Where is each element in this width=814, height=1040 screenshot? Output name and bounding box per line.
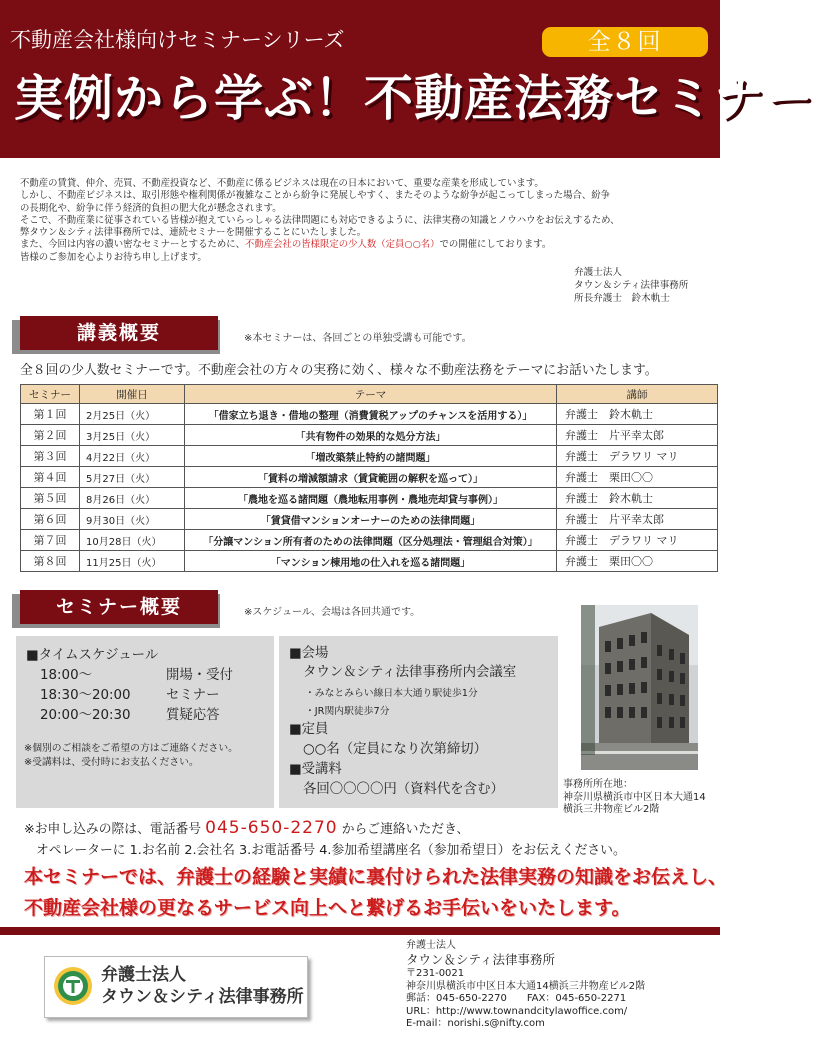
logo-line2: タウン＆シティ法律事務所 — [101, 987, 304, 1007]
intro-line6-post: での開催にしております。 — [439, 239, 552, 251]
lecture-lead: 全８回の少人数セミナーです。不動産会社の方々の実務に効く、様々な不動産法務をテーマにお話いたします。 — [20, 363, 658, 378]
signature-director: 所長弁護士 鈴木軌士 — [574, 293, 670, 304]
theme-cell: 「マンション棟用地の仕入れを巡る諸問題」 — [185, 551, 557, 572]
lecturer-cell: 弁護士 デラワリ マリ — [557, 530, 718, 551]
table-row — [21, 551, 718, 572]
intro-line: 皆様のご参加を心よりお待ち申し上げます。 — [20, 251, 207, 263]
session-count-badge: 全８回 — [542, 27, 708, 57]
intro-text — [20, 178, 710, 264]
fee-value: 各回〇〇〇〇円（資料代を含む） — [303, 782, 504, 797]
contact-line1 — [24, 818, 626, 840]
firm-logo-icon — [53, 966, 93, 1006]
theme-cell: 「賃貸借マンションオーナーのための法律問題」 — [185, 509, 557, 530]
firm-logo-text — [101, 964, 304, 1008]
phone-number: 045-650-2270 — [205, 818, 338, 838]
time-slot: 18:00〜 — [40, 668, 92, 683]
session-cell: 第８回 — [21, 551, 80, 572]
lecture-heading: 講義概要 — [20, 316, 218, 350]
time-slot-label: 開場・受付 — [166, 668, 233, 683]
date-cell: 10月28日（火） — [80, 530, 185, 551]
office-url[interactable]: URL：http://www.townandcitylawoffice.com/ — [406, 1005, 628, 1017]
col-header-lecturer: 講師 — [557, 385, 718, 404]
theme-cell: 「農地を巡る諸問題（農地転用事例・農地売却貸与事例）」 — [185, 488, 557, 509]
page-title: 実例から学ぶ！不動産法務セミナー — [14, 70, 814, 127]
lecturer-cell: 弁護士 デラワリ マリ — [557, 446, 718, 467]
time-slot-label: 質疑応答 — [166, 708, 220, 723]
intro-line6-pre: また、今回は内容の濃い密なセミナーとするために、 — [20, 239, 246, 251]
office-address: 神奈川県横浜市中区日本大通14横浜三井物産ビル2階 — [406, 980, 646, 992]
caption-label: 事務所所在地： — [563, 779, 633, 790]
signature — [574, 266, 688, 305]
venue-name: タウン＆シティ法律事務所内会議室 — [303, 665, 517, 680]
intro-line: 不動産の賃貸、仲介、売買、不動産投資など、不動産に係るビジネスは現在の日本において、重要な産業を形成しています。 — [20, 178, 544, 189]
table-row — [21, 488, 718, 509]
capacity-value: ○○名（定員になり次第締切） — [303, 742, 488, 757]
date-cell: 8月26日（火） — [80, 488, 185, 509]
caption-building: 横浜三井物産ビル2階 — [563, 804, 660, 815]
table-row — [21, 509, 718, 530]
table-row — [21, 530, 718, 551]
date-cell: 9月30日（火） — [80, 509, 185, 530]
application-instructions — [24, 818, 626, 861]
session-cell: 第３回 — [21, 446, 80, 467]
series-label: 不動産会社様向けセミナーシリーズ — [10, 28, 345, 52]
intro-line — [20, 239, 710, 251]
venue-box — [279, 636, 558, 808]
lecturer-cell: 弁護士 栗田〇〇 — [557, 551, 718, 572]
col-header-date: 開催日 — [80, 385, 185, 404]
table-row — [21, 446, 718, 467]
lecturer-cell: 弁護士 片平幸太郎 — [557, 509, 718, 530]
theme-cell: 「賃料の増減額請求（賃貸範囲の解釈を巡って）」 — [185, 467, 557, 488]
intro-line: そこで、不動産業に従事されている皆様が抱えていらっしゃる法律問題にも対応できるように、法律実務の知識とノウハウをお伝えするため、 — [20, 214, 620, 226]
contact-pre: ※お申し込みの際は、電話番号 — [24, 822, 202, 837]
office-postal: 〒231-0021 — [406, 968, 465, 980]
footer-divider — [0, 927, 720, 935]
signature-firm: タウン＆シティ法律事務所 — [574, 280, 689, 291]
closing-tagline — [24, 862, 727, 924]
consultation-note: ※個別のご相談をご希望の方はご連絡ください。 — [24, 743, 238, 754]
venue-access-subway: ・みなとみらい線日本大通り駅徒歩1分 — [305, 688, 478, 699]
time-schedule-box — [16, 636, 274, 808]
col-header-theme: テーマ — [185, 385, 557, 404]
tagline-line1: 本セミナーでは、弁護士の経験と実績に裏付けられた法律実務の知識をお伝えし、 — [24, 866, 728, 888]
lecturer-cell: 弁護士 鈴木軌士 — [557, 488, 718, 509]
intro-line: しかし、不動産ビジネスは、取引形態や権利関係が複雑なことから紛争に発展しやすく、またそのような紛争が起こってしまった場合、紛争 — [20, 190, 610, 202]
signature-corp: 弁護士法人 — [574, 267, 622, 278]
table-header-row — [21, 385, 718, 404]
session-cell: 第４回 — [21, 467, 80, 488]
lecturer-cell: 弁護士 栗田〇〇 — [557, 467, 718, 488]
date-cell: 4月22日（火） — [80, 446, 185, 467]
time-schedule-heading: ■タイムスケジュール — [26, 648, 159, 663]
date-cell: 2月25日（火） — [80, 404, 185, 425]
col-header-session: セミナー — [21, 385, 80, 404]
theme-cell: 「借家立ち退き・借地の整理（消費賃税アップのチャンスを活用する）」 — [185, 404, 557, 425]
venue-access-jr: ・JR関内駅徒歩7分 — [305, 706, 390, 717]
intro-line: 弊タウン＆シティ法律事務所では、連続セミナーを開催することにいたしました。 — [20, 227, 367, 239]
intro-line: の長期化や、紛争に伴う経済的負担の肥大化が懸念されます。 — [20, 202, 282, 214]
date-cell: 11月25日（火） — [80, 551, 185, 572]
capacity-heading: ■定員 — [289, 722, 329, 737]
session-cell: 第７回 — [21, 530, 80, 551]
seminar-schedule-table — [20, 384, 718, 572]
office-name: タウン＆シティ法律事務所 — [406, 952, 556, 968]
office-email[interactable]: E-mail：norishi.s@nifty.com — [406, 1018, 545, 1030]
seminar-note: ※スケジュール、会場は各回共通です。 — [244, 607, 421, 618]
session-cell: 第１回 — [21, 404, 80, 425]
lecturer-cell: 弁護士 鈴木軌士 — [557, 404, 718, 425]
contact-post: からご連絡いただき、 — [341, 822, 470, 837]
payment-note: ※受講料は、受付時にお支払ください。 — [24, 757, 199, 768]
office-building-photo — [581, 605, 698, 770]
table-row — [21, 404, 718, 425]
venue-heading: ■会場 — [289, 646, 329, 661]
time-slot: 20:00〜20:30 — [40, 708, 131, 723]
fee-heading: ■受講料 — [289, 762, 342, 777]
lecture-note: ※本セミナーは、各回ごとの単独受講も可能です。 — [244, 333, 472, 344]
date-cell: 5月27日（火） — [80, 467, 185, 488]
seminar-heading: セミナー概要 — [20, 590, 218, 624]
table-row — [21, 425, 718, 446]
contact-line2: オペレーターに 1.お名前 2.会社名 3.お電話番号 4.参加希望講座名（参加希望日）をお伝えください。 — [36, 843, 626, 858]
limited-capacity-highlight: 不動産会社の皆様限定の少人数（定員○○名） — [245, 239, 440, 251]
tagline-line2: 不動産会社様の更なるサービス向上へと繋げるお手伝いをいたします。 — [24, 897, 631, 919]
date-cell: 3月25日（火） — [80, 425, 185, 446]
office-location-caption — [563, 779, 706, 817]
session-cell: 第２回 — [21, 425, 80, 446]
theme-cell: 「増改築禁止特約の諸問題」 — [185, 446, 557, 467]
caption-address: 神奈川県横浜市中区日本大通14 — [563, 791, 706, 803]
firm-logo — [44, 956, 308, 1018]
table-row — [21, 467, 718, 488]
session-cell: 第５回 — [21, 488, 80, 509]
theme-cell: 「分譲マンション所有者のための法律問題（区分処理法・管理組合対策）」 — [185, 530, 557, 551]
office-contact-details — [406, 940, 645, 1030]
office-corp: 弁護士法人 — [406, 940, 456, 951]
logo-line1: 弁護士法人 — [101, 965, 186, 985]
theme-cell: 「共有物件の効果的な処分方法」 — [185, 425, 557, 446]
session-cell: 第６回 — [21, 509, 80, 530]
office-tel-fax: 郵話：045-650-2270 FAX：045-650-2271 — [406, 993, 627, 1005]
time-slot: 18:30〜20:00 — [40, 688, 131, 703]
time-slot-label: セミナー — [166, 688, 220, 703]
lecturer-cell: 弁護士 片平幸太郎 — [557, 425, 718, 446]
